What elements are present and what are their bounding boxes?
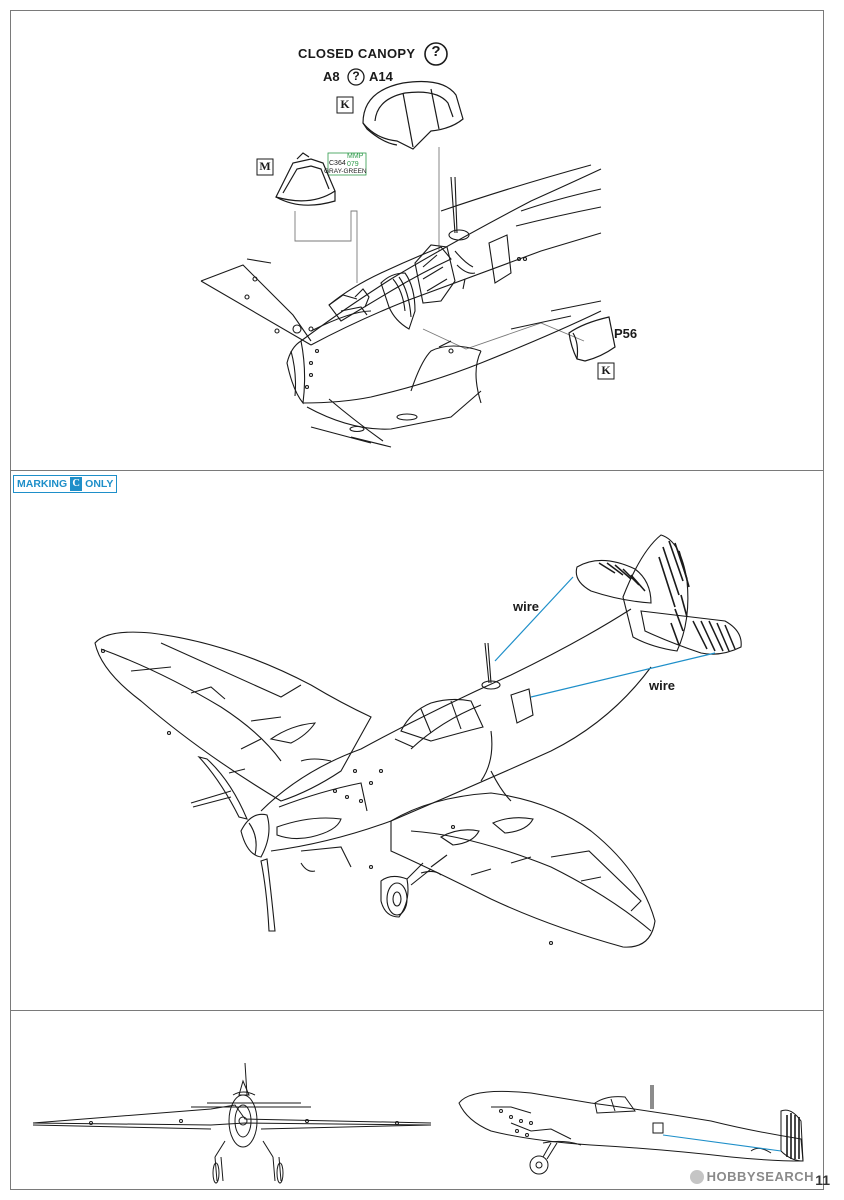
windscreen-part [276,153,335,205]
paint-code-num: 079 [347,161,359,168]
front-view-aircraft [33,1063,431,1183]
closed-canopy-drawing [11,11,823,470]
marking-c-section [11,471,823,1010]
step-symbol-top: ? [431,43,441,60]
marking-prefix: MARKING [17,478,68,490]
watermark-text: HOBBYSEARCH [706,1169,814,1184]
closed-canopy-part [363,82,463,150]
sprue-k-label-top: K [340,97,350,111]
paint-code-c: C364 [329,160,346,167]
side-view-wire-line [663,1135,781,1151]
aircraft-wire-drawing [11,471,823,1010]
fuselage-cockpit-area [201,165,601,447]
paint-code-mmp: MMP [347,153,364,160]
hobbysearch-logo-icon [690,1170,704,1184]
paint-name: GRAY-GREEN [324,168,367,175]
panel-part-p56 [569,317,615,361]
hobbysearch-watermark [690,1169,814,1184]
page-number: 11 [815,1172,830,1188]
parts-ref-right: A14 [369,69,393,84]
closed-canopy-title: CLOSED CANOPY [298,46,416,61]
sprue-m-label: M [259,159,271,173]
parts-ref-left: A8 [323,69,340,84]
wire-label-1: wire [513,599,540,614]
part-p56-label: P56 [614,326,638,341]
closed-canopy-section [11,11,823,470]
sprue-k-label-bottom: K [601,363,611,377]
wire-label-2: wire [649,678,676,693]
reference-views-section [11,1011,823,1189]
side-view-aircraft [459,1085,803,1174]
marking-letter: C [70,477,82,491]
marking-suffix: ONLY [85,478,114,490]
reference-views-drawing [11,1011,823,1189]
step-symbol-small: ? [352,69,360,83]
